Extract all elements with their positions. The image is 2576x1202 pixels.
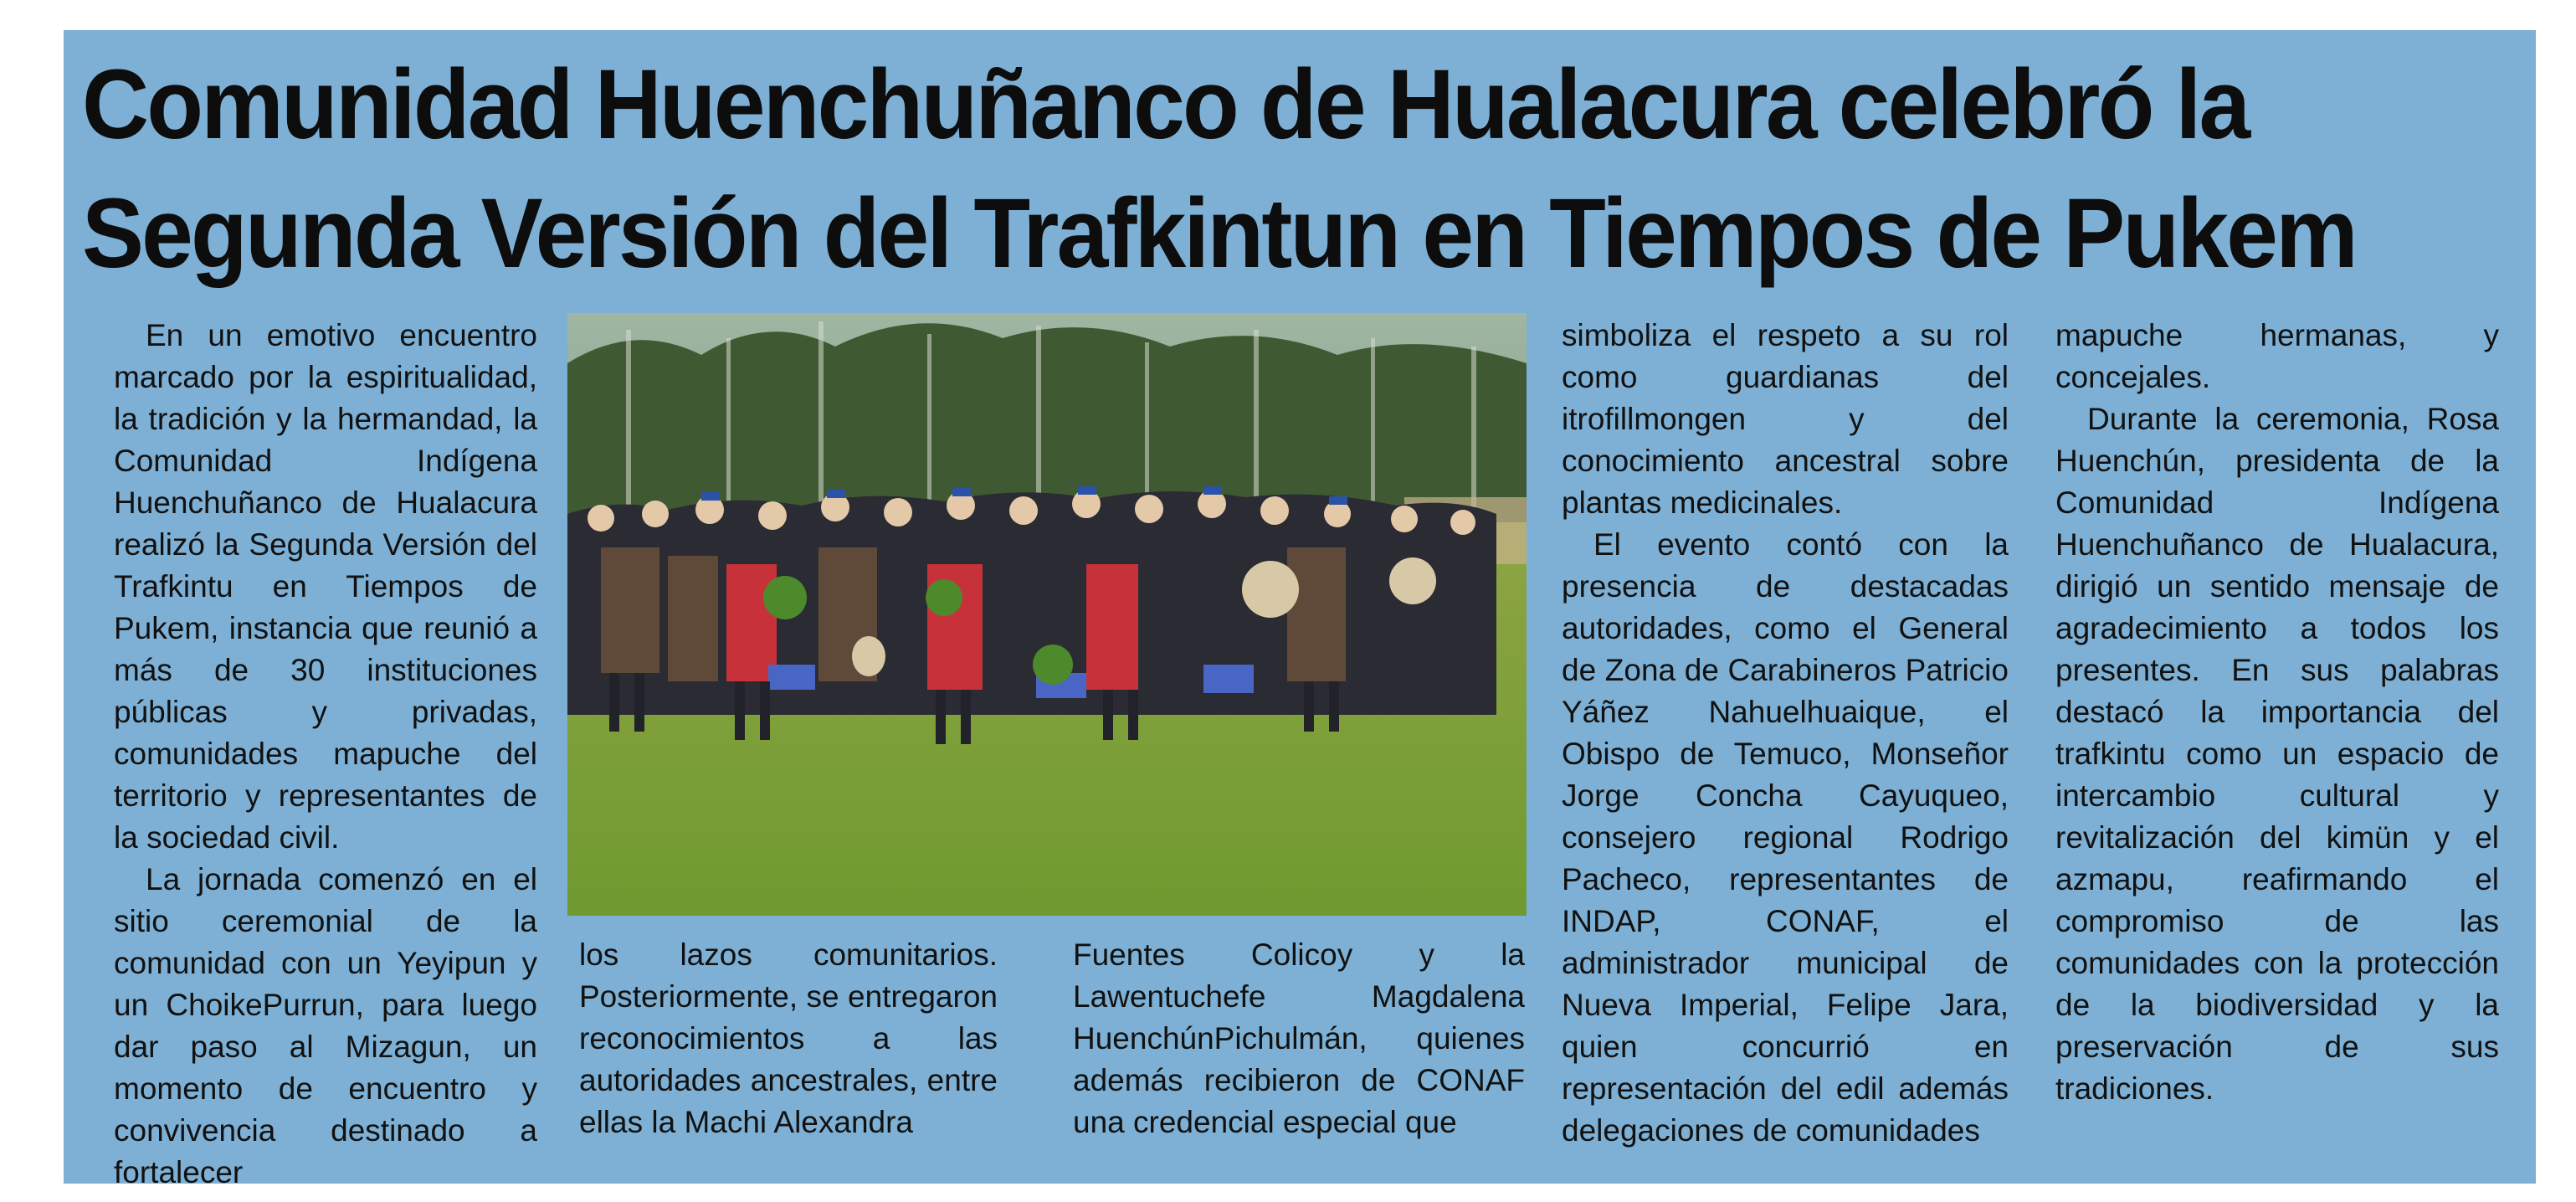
headline-line-2: Segunda Versión del Trafkintun en Tiempos de Pukem bbox=[82, 178, 2356, 289]
paragraph: El evento contó con la presencia de destacadas autoridades, como el General de Zona de Carabineros Patricio Yáñez Nahuelhuaique, el Obispo de Temuco, Monseñor Jorge Concha Cayuqueo, consejero regional Rodrigo Pacheco, representantes de INDAP, CONAF, el administrador municipal de Nueva Imperial, Felipe Jara, quien concurrió en representación del edil además delegaciones de comunidades bbox=[1562, 527, 2009, 1148]
crowd bbox=[567, 486, 1496, 744]
article-panel bbox=[64, 30, 2536, 1189]
paragraph: La jornada comenzó en el sitio ceremonial de la comunidad con un Yeyipun y un ChoikePurrun, para luego dar paso al Mizagun, un momento de encuentro y convivencia destinado a fortalecer bbox=[114, 862, 537, 1189]
column-5 bbox=[2055, 315, 2499, 1110]
paragraph: mapuche hermanas, y concejales. bbox=[2055, 318, 2499, 394]
ceremony-photo bbox=[567, 313, 1527, 916]
paragraph: los lazos comunitarios. Posteriormente, se entregaron reconocimientos a las autoridades ancestrales, entre ellas la Machi Alexandra bbox=[579, 937, 998, 1139]
paragraph: simboliza el respeto a su rol como guardianas del itrofillmongen y del conocimiento ancestral sobre plantas medicinales. bbox=[1562, 318, 2009, 520]
column-2 bbox=[579, 934, 998, 1143]
paragraph: En un emotivo encuentro marcado por la espiritualidad, la tradición y la hermandad, la Comunidad Indígena Huenchuñanco de Hualacura realizó la Segunda Versión del Trafkintu en Tiempos de Pukem, instancia que reunió a más de 30 instituciones públicas y privadas, comunidades mapuche del territorio y representantes de la sociedad civil. bbox=[114, 318, 537, 855]
column-1 bbox=[114, 315, 537, 1194]
paragraph: Fuentes Colicoy y la Lawentuchefe Magdalena HuenchúnPichulmán, quienes además recibieron de CONAF una credencial especial que bbox=[1073, 937, 1525, 1139]
paragraph: Durante la ceremonia, Rosa Huenchún, presidenta de la Comunidad Indígena Huenchuñanco de Hualacura, dirigió un sentido mensaje de agradecimiento a todos los presentes. En sus palabras destacó la importancia del trafkintu como un espacio de intercambio cultural y revitalización del kimün y el azmapu, reafirmando el compromiso de las comunidades con la protección de la biodiversidad y la preservación de sus tradiciones. bbox=[2055, 402, 2499, 1106]
headline bbox=[82, 40, 2363, 298]
column-3 bbox=[1073, 934, 1525, 1143]
photo-illustration bbox=[567, 313, 1527, 916]
headline-line-1: Comunidad Huenchuñanco de Hualacura celebró la bbox=[82, 49, 2249, 160]
column-4 bbox=[1562, 315, 2009, 1152]
